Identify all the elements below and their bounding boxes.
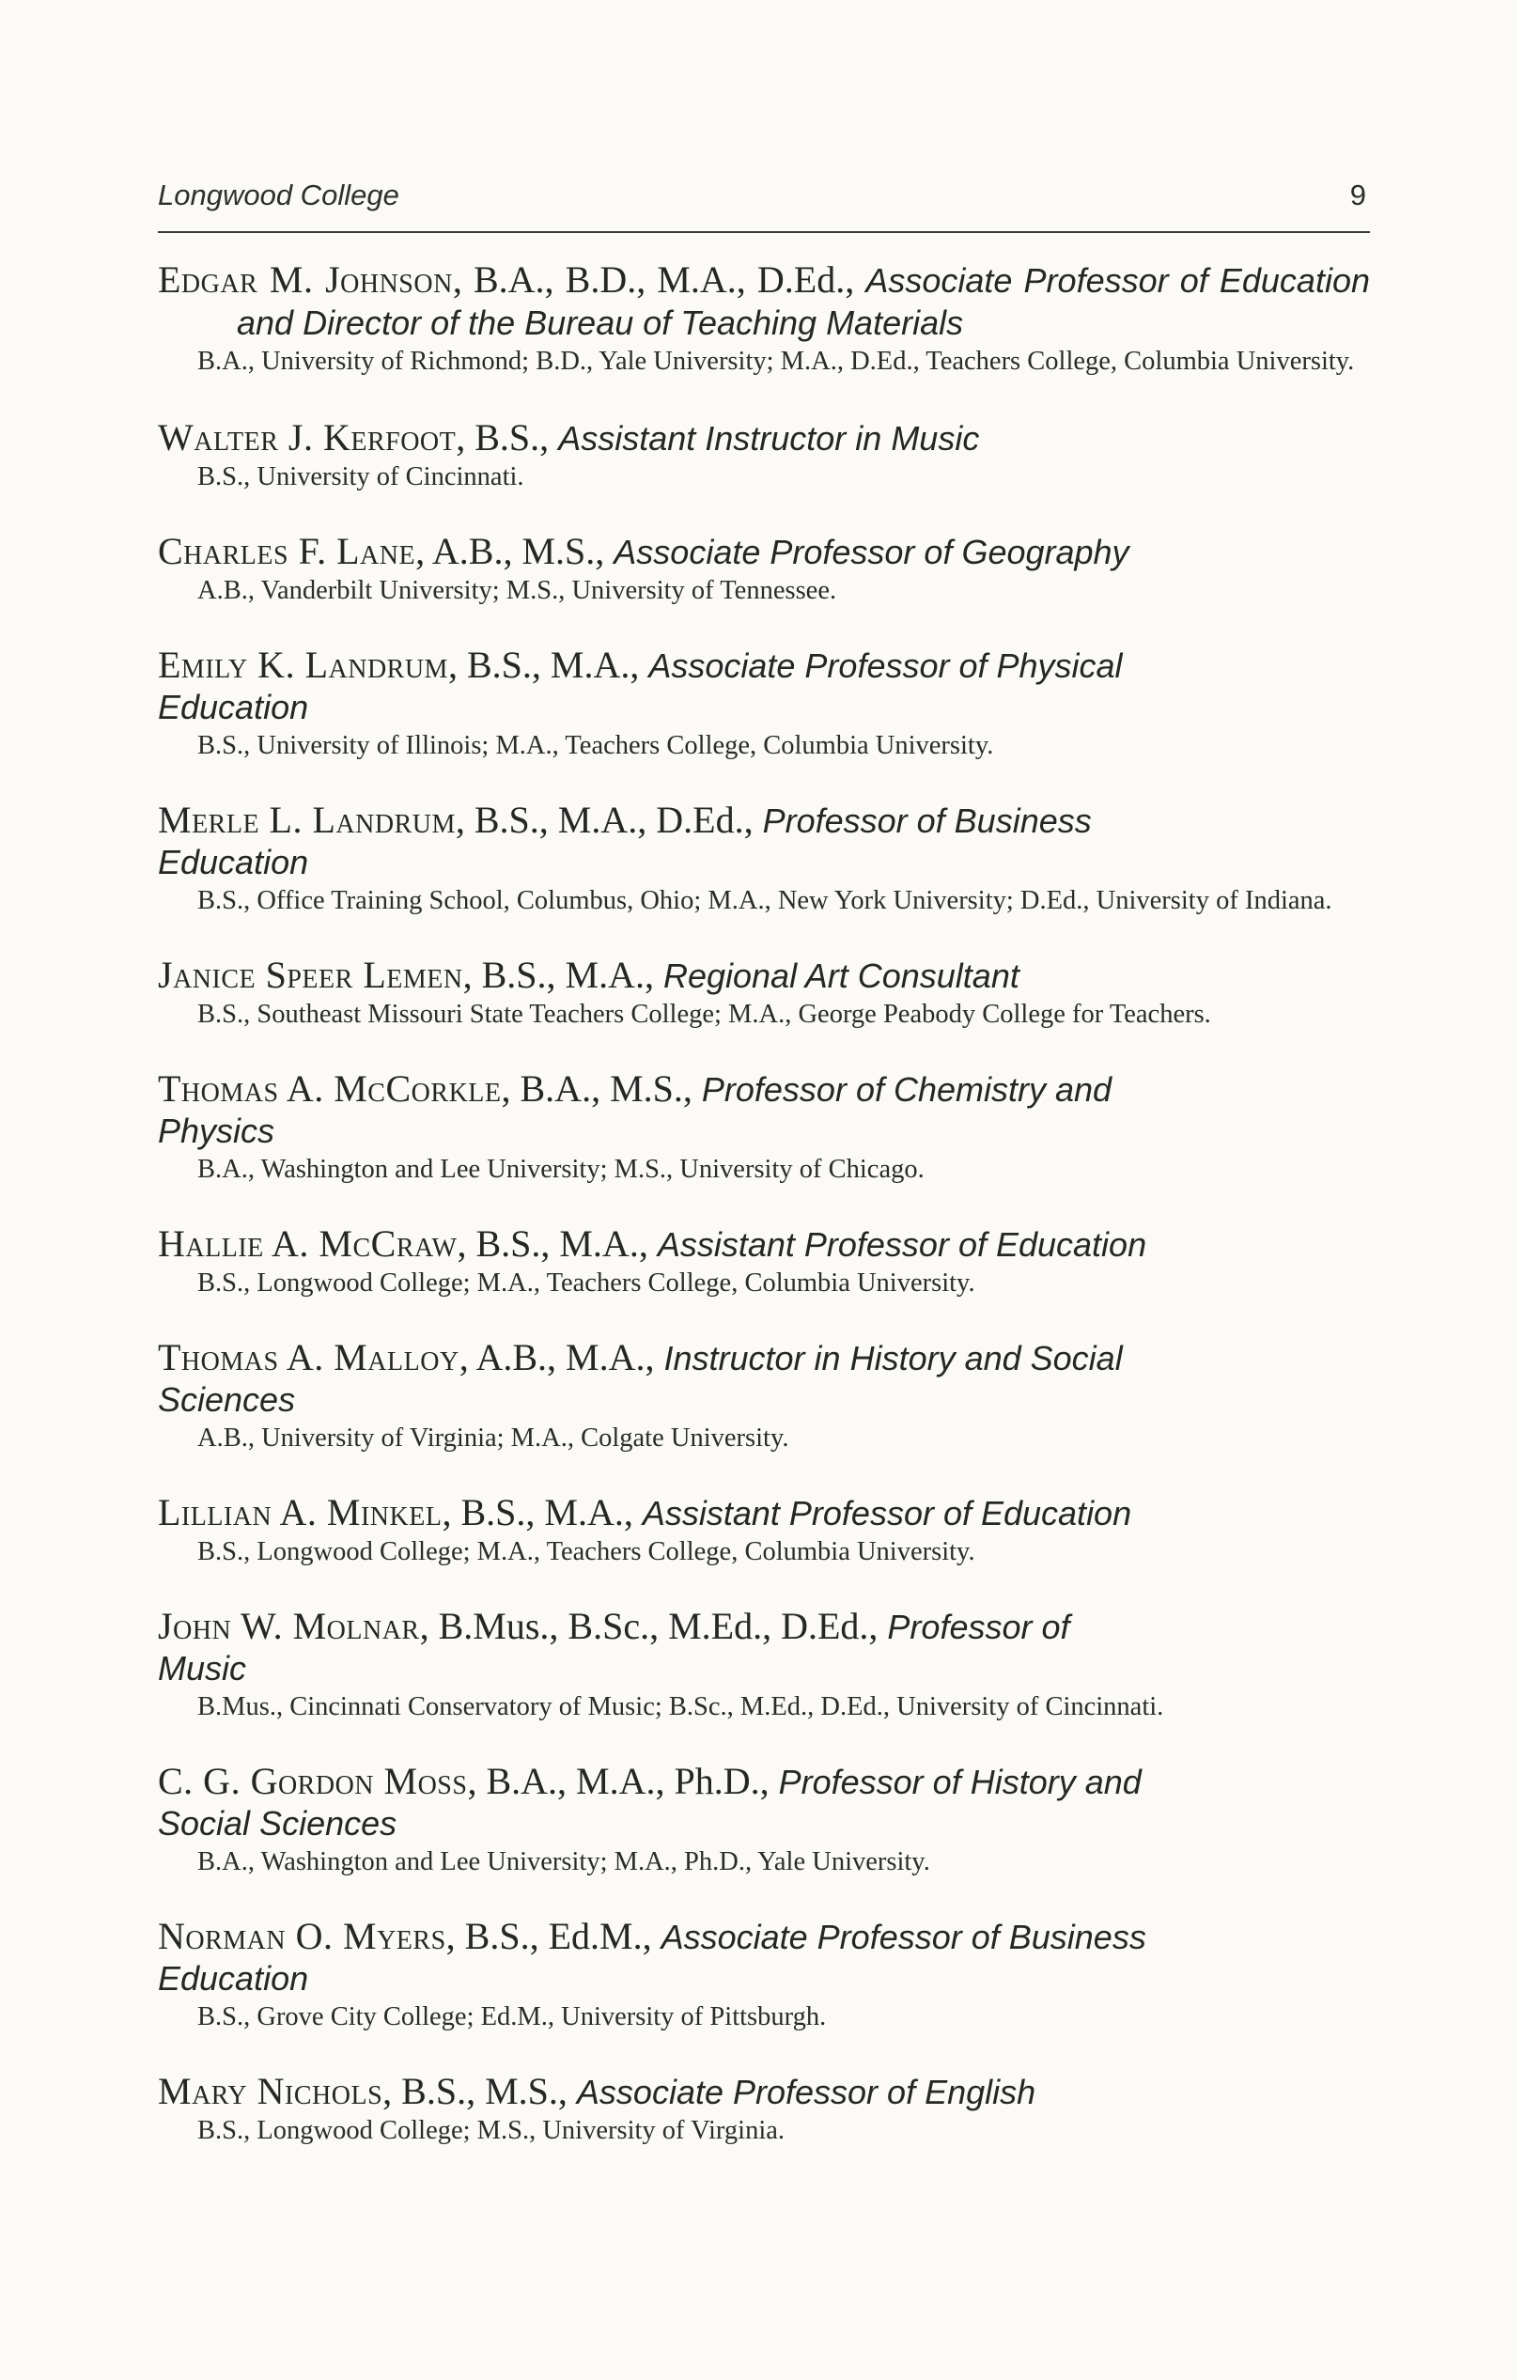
- faculty-heading: [158, 1223, 1370, 1266]
- faculty-degrees: , B.S.,: [456, 416, 559, 459]
- faculty-title: Associate Professor of Physical: [648, 646, 1123, 685]
- faculty-education: B.S., University of Cincinnati.: [197, 462, 524, 491]
- faculty-heading: [158, 259, 1370, 344]
- faculty-name: Thomas A. McCorkle: [158, 1067, 502, 1110]
- header-title: Longwood College: [158, 179, 399, 211]
- faculty-education: B.S., Longwood College; M.A., Teachers College, Columbia University.: [197, 1537, 975, 1566]
- faculty-title: Associate Professor of Geography: [614, 533, 1129, 571]
- faculty-name: Walter J. Kerfoot: [158, 416, 457, 459]
- faculty-heading: [158, 955, 1370, 997]
- faculty-title: Assistant Professor of Education: [657, 1225, 1147, 1264]
- faculty-title-continued: Physics: [158, 1112, 275, 1150]
- faculty-name: Charles F. Lane: [158, 530, 416, 572]
- faculty-name: Edgar M. Johnson: [158, 258, 453, 301]
- faculty-education: B.Mus., Cincinnati Conservatory of Music; B.Sc., M.Ed., D.Ed., University of Cincinnati.: [197, 1692, 1164, 1721]
- faculty-entry-lane: [158, 531, 1370, 607]
- faculty-education: B.A., Washington and Lee University; M.A., Ph.D., Yale University.: [197, 1847, 930, 1876]
- faculty-title: Assistant Instructor in Music: [558, 419, 980, 458]
- faculty-degrees: , B.S., M.A., D.Ed.,: [455, 799, 763, 841]
- faculty-degrees: , B.A., M.A., Ph.D.,: [467, 1760, 779, 1802]
- faculty-heading: [158, 531, 1370, 573]
- faculty-title-continued: Education: [158, 1959, 309, 1998]
- faculty-title-continued: Music: [158, 1649, 247, 1688]
- faculty-entry-kerfoot: [158, 417, 1370, 493]
- faculty-entry-mccorkle: [158, 1068, 1370, 1186]
- faculty-education: B.S., Southeast Missouri State Teachers College; M.A., George Peabody College for Teachers.: [197, 1000, 1211, 1029]
- faculty-degrees: , B.S., Ed.M.,: [445, 1915, 661, 1957]
- faculty-education: B.S., Grove City College; Ed.M., University of Pittsburgh.: [197, 2002, 827, 2031]
- faculty-heading: [158, 1606, 1370, 1689]
- faculty-heading: [158, 1068, 1370, 1152]
- faculty-entry-moss: [158, 1761, 1370, 1878]
- faculty-heading: [158, 645, 1370, 728]
- faculty-title-continued: Education: [158, 843, 309, 881]
- faculty-education: B.A., University of Richmond; B.D., Yale University; M.A., D.Ed., Teachers College, Columbia University.: [197, 347, 1355, 376]
- faculty-entry-lemen: [158, 955, 1370, 1031]
- faculty-entry-merle-landrum: [158, 800, 1370, 917]
- faculty-heading: [158, 1492, 1370, 1534]
- faculty-education: B.S., Longwood College; M.A., Teachers College, Columbia University.: [197, 1268, 975, 1298]
- faculty-title: Regional Art Consultant: [662, 957, 1019, 995]
- faculty-heading: [158, 1916, 1370, 1999]
- faculty-name: John W. Molnar: [158, 1605, 420, 1647]
- faculty-name: Merle L. Landrum: [158, 799, 456, 841]
- faculty-degrees: , B.S., M.A.,: [462, 954, 663, 996]
- faculty-entry-malloy: [158, 1337, 1370, 1454]
- faculty-degrees: , B.S., M.A.,: [457, 1222, 658, 1265]
- faculty-title: Assistant Professor of Education: [642, 1494, 1132, 1532]
- faculty-title: Associate Professor of English: [576, 2073, 1036, 2111]
- faculty-degrees: , B.S., M.S.,: [382, 2070, 577, 2112]
- faculty-title: Associate Professor of Business: [661, 1918, 1146, 1956]
- faculty-entry-molnar: [158, 1606, 1370, 1723]
- faculty-degrees: , B.A., B.D., M.A., D.Ed.,: [452, 258, 866, 301]
- faculty-entry-emily-landrum: [158, 645, 1370, 762]
- faculty-education: B.S., University of Illinois; M.A., Teachers College, Columbia University.: [197, 731, 994, 760]
- faculty-entry-nichols: [158, 2071, 1370, 2147]
- faculty-list: [158, 259, 1370, 2147]
- faculty-heading: [158, 417, 1370, 459]
- faculty-degrees: , A.B., M.S.,: [415, 530, 614, 572]
- faculty-name: Mary Nichols: [158, 2070, 383, 2112]
- faculty-heading: [158, 800, 1370, 883]
- faculty-degrees: , B.A., M.S.,: [501, 1067, 702, 1110]
- faculty-education: A.B., University of Virginia; M.A., Colgate University.: [197, 1423, 789, 1453]
- faculty-title-continued: Education: [158, 688, 309, 726]
- faculty-education: A.B., Vanderbilt University; M.S., University of Tennessee.: [197, 576, 837, 605]
- faculty-degrees: , B.S., M.A.,: [442, 1491, 643, 1533]
- page-edge: [1517, 0, 1540, 2380]
- faculty-entry-johnson: [158, 259, 1370, 378]
- faculty-degrees: , B.S., M.A.,: [447, 644, 649, 686]
- page-number: 9: [1349, 179, 1366, 211]
- faculty-entry-minkel: [158, 1492, 1370, 1568]
- faculty-education: B.S., Office Training School, Columbus, Ohio; M.A., New York University; D.Ed., University of Indiana.: [197, 886, 1332, 915]
- faculty-title: Professor of Chemistry and: [701, 1070, 1112, 1109]
- faculty-name: Hallie A. McCraw: [158, 1222, 458, 1265]
- faculty-name: Lillian A. Minkel: [158, 1491, 443, 1533]
- faculty-title: Instructor in History and Social: [663, 1339, 1123, 1377]
- faculty-title-continued: Sciences: [158, 1380, 296, 1419]
- faculty-title-continued: Social Sciences: [158, 1804, 397, 1843]
- faculty-heading: [158, 1761, 1370, 1844]
- faculty-name: Janice Speer Lemen: [158, 954, 463, 996]
- faculty-degrees: , A.B., M.A.,: [459, 1336, 664, 1378]
- faculty-title: Professor of History and: [778, 1763, 1142, 1801]
- faculty-name: C. G. Gordon Moss: [158, 1760, 468, 1802]
- faculty-title: Professor of Business: [762, 801, 1092, 840]
- faculty-heading: [158, 1337, 1370, 1421]
- faculty-entry-myers: [158, 1916, 1370, 2033]
- faculty-education: B.S., Longwood College; M.S., University of Virginia.: [197, 2116, 786, 2145]
- faculty-education: B.A., Washington and Lee University; M.S., University of Chicago.: [197, 1155, 925, 1184]
- faculty-name: Thomas A. Malloy: [158, 1336, 459, 1378]
- running-header: [158, 179, 1370, 233]
- faculty-name: Norman O. Myers: [158, 1915, 446, 1957]
- faculty-degrees: , B.Mus., B.Sc., M.Ed., D.Ed.,: [419, 1605, 888, 1647]
- faculty-heading: [158, 2071, 1370, 2113]
- faculty-title: Professor of: [887, 1608, 1070, 1646]
- faculty-name: Emily K. Landrum: [158, 644, 448, 686]
- faculty-entry-mccraw: [158, 1223, 1370, 1299]
- faculty-title: Associate Professor of Education and Director of the Bureau of Teaching Materials: [237, 261, 1370, 342]
